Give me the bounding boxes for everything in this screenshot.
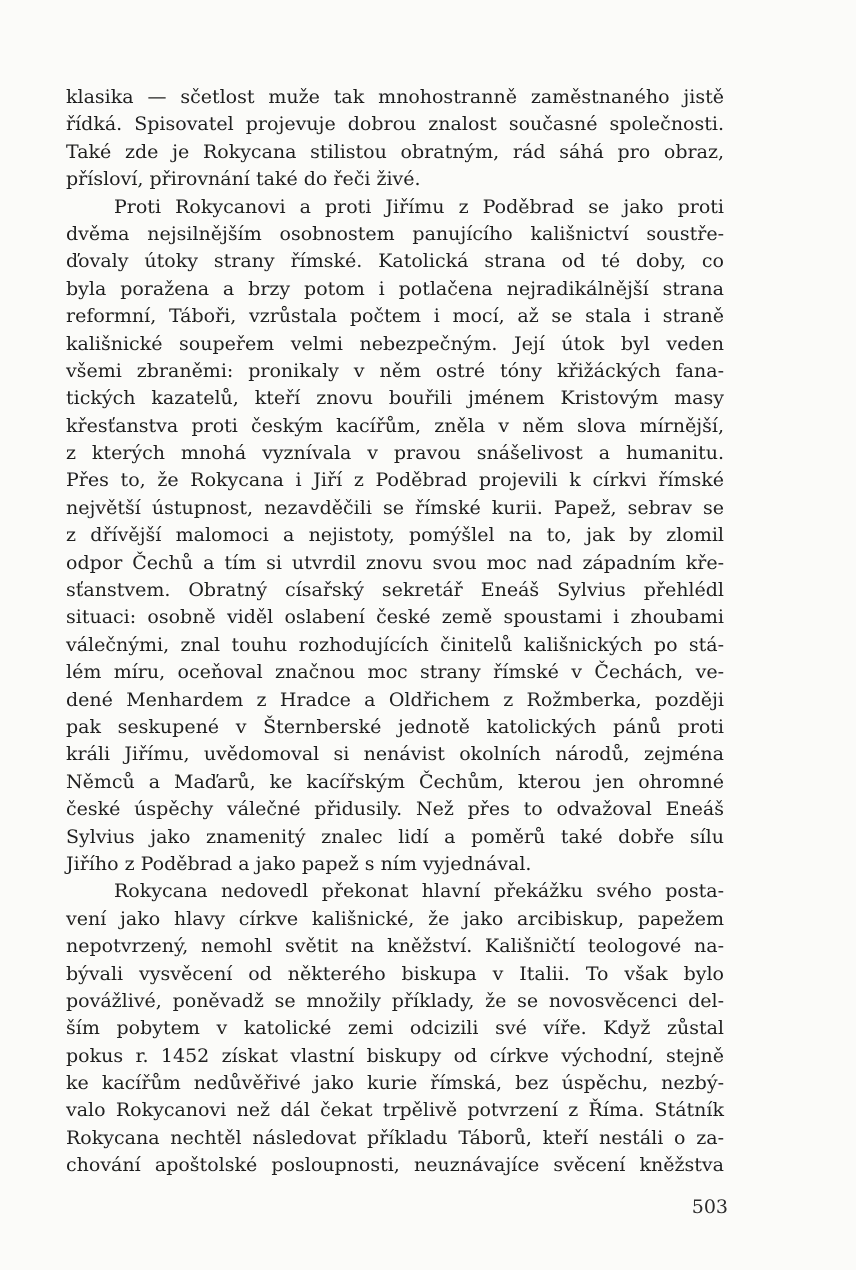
text-line: reformní, Táboři, vzrůstala počtem i mocí, až se stala i straně	[66, 305, 724, 328]
paragraph-1	[66, 84, 724, 194]
paragraph-3	[66, 878, 724, 1179]
text-line: Jiřího z Poděbrad a jako papež s ním vyjednával.	[66, 852, 532, 875]
text-line: králi Jiřímu, uvědomoval si nenávist okolních národů, zejména	[66, 743, 724, 766]
text-line: všemi zbraněmi: pronikaly v něm ostré tóny křižáckých fana-	[66, 359, 724, 382]
text-line: Také zde je Rokycana stilistou obratným, rád sáhá pro obraz,	[66, 140, 724, 163]
paragraph-2	[66, 194, 724, 879]
text-line: odpor Čechů a tím si utvrdil znovu svou moc nad západním kře-	[66, 551, 724, 574]
text-line: z dřívější malomoci a nejistoty, pomýšlel na to, jak by zlomil	[66, 524, 724, 547]
text-line: Proti Rokycanovi a proti Jiřímu z Poděbrad se jako proti	[114, 195, 724, 218]
text-line: klasika — sčetlost muže tak mnohostranně zaměstnaného jistě	[66, 86, 724, 108]
text-line: dené Menhardem z Hradce a Oldřichem z Rožmberka, později	[66, 688, 724, 711]
text-line: tických kazatelů, kteří znovu bouřili jménem Kristovým masy	[66, 387, 724, 410]
text-line: největší ústupnost, nezavděčili se římské kurii. Papež, sebrav se	[66, 496, 724, 519]
text-line: ke kacířům nedůvěřivé jako kurie římská, bez úspěchu, nezbý-	[66, 1072, 724, 1095]
text-line: Němců a Maďarů, ke kacířským Čechům, kterou jen ohromné	[66, 770, 724, 793]
text-line: Rokycana nedovedl překonat hlavní překážku svého posta-	[114, 880, 724, 903]
text-line: nepotvrzený, nemohl světit na kněžství. Kališničtí teologové na-	[66, 935, 724, 958]
text-line: Přes to, že Rokycana i Jiří z Poděbrad projevili k církvi římské	[66, 469, 724, 492]
text-line: dvěma nejsilnějším osobnostem panujícího kališnictví soustře-	[66, 222, 724, 245]
text-line: sťanstvem. Obratný císařský sekretář Eneáš Sylvius přehlédl	[66, 579, 724, 602]
text-line: kališnické soupeřem velmi nebezpečným. Její útok byl veden	[66, 332, 724, 355]
text-line: Rokycana nechtěl následovat příkladu Táborů, kteří nestáli o za-	[66, 1126, 724, 1149]
text-line: válečnými, znal touhu rozhodujících činitelů kališnických po stá-	[66, 633, 724, 656]
text-line: řídká. Spisovatel projevuje dobrou znalost současné společnosti.	[66, 113, 724, 136]
text-line: bývali vysvěcení od některého biskupa v Italii. To však bylo	[66, 962, 724, 985]
text-line: ďovaly útoky strany římské. Katolická strana od té doby, co	[66, 250, 724, 273]
text-line: křesťanstva proti českým kacířům, zněla v něm slova mírnější,	[66, 414, 724, 437]
text-line: české úspěchy válečné přidusily. Než přes to odvažoval Eneáš	[66, 798, 724, 821]
body-text	[66, 84, 724, 1180]
text-line: ším pobytem v katolické zemi odcizili své víře. Když zůstal	[66, 1017, 724, 1040]
text-line: vení jako hlavy církve kališnické, že jako arcibiskup, papežem	[66, 907, 724, 930]
text-line: povážlivé, poněvadž se množily příklady, že se novosvěcenci del-	[66, 989, 724, 1012]
text-line: pak seskupené v Šternberské jednotě katolických pánů proti	[66, 715, 724, 738]
text-line: Sylvius jako znamenitý znalec lidí a poměrů také dobře sílu	[66, 825, 724, 848]
text-line: přísloví, přirovnání také do řeči živé.	[66, 168, 421, 191]
text-line: z kterých mnohá vyznívala v pravou snášelivost a humanitu.	[66, 442, 724, 465]
text-line: byla poražena a brzy potom i potlačena nejradikálnější strana	[66, 277, 724, 300]
text-line: chování apoštolské posloupnosti, neuznávajíce svěcení kněžstva	[66, 1154, 724, 1177]
page-number: 503	[691, 1196, 728, 1218]
text-line: situaci: osobně viděl oslabení české země spoustami i zhoubami	[66, 606, 724, 629]
text-line: pokus r. 1452 získat vlastní biskupy od církve východní, stejně	[66, 1044, 724, 1067]
text-line: lém míru, oceňoval značnou moc strany římské v Čechách, ve-	[66, 661, 724, 684]
text-line: valo Rokycanovi než dál čekat trpělivě potvrzení z Říma. Státník	[66, 1099, 724, 1122]
